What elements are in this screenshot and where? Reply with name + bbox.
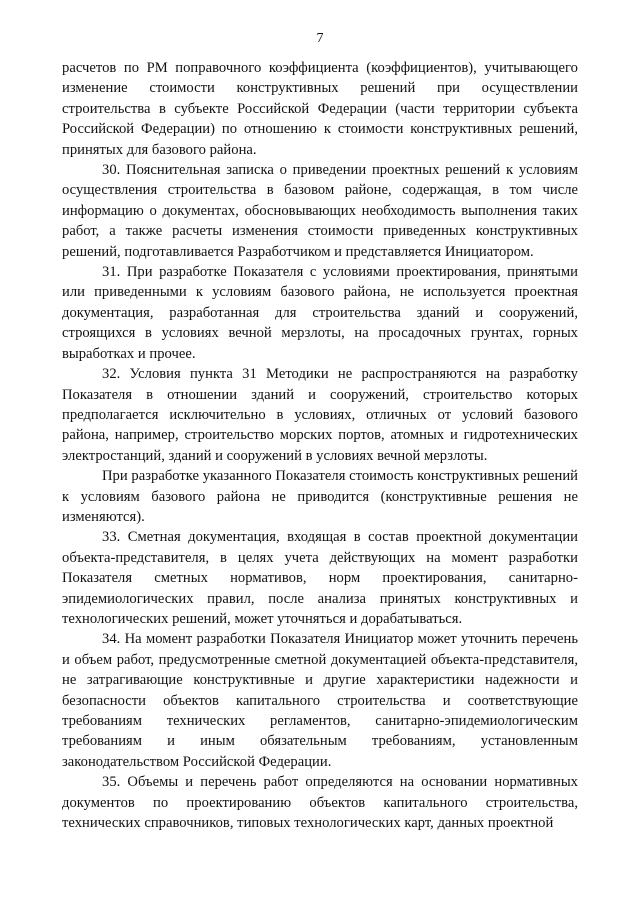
document-body <box>62 58 578 833</box>
paragraph-item-34: 34. На момент разработки Показателя Инициатор может уточнить перечень и объем работ, предусмотренные сметной документацией объекта-представителя, не затрагивающие конструктивные и другие характеристики надежности и безопасности объектов капитального строительства и соответствующие требованиям технических регламентов, санитарно-эпидемиологическим требованиям и иным обязательным требованиям, установленным законодательством Российской Федерации. <box>62 631 578 770</box>
paragraph-continuation: расчетов по РМ поправочного коэффициента (коэффициентов), учитывающего изменение стоимости конструктивных решений при осуществлении строительства в субъекте Российской Федерации (части территории субъекта Российской Федерации) по отношению к стоимости конструктивных решений, принятых для базового района. <box>62 60 578 158</box>
paragraph-item-32-note: При разработке указанного Показателя стоимость конструктивных решений к условиям базового района не приводится (конструктивные решения не изменяются). <box>62 468 578 525</box>
paragraph-item-35: 35. Объемы и перечень работ определяются на основании нормативных документов по проектированию объектов капитального строительства, технических справочников, типовых технологических карт, данных проектной <box>62 774 578 832</box>
page-number: 7 <box>316 31 324 46</box>
paragraph-item-30: 30. Пояснительная записка о приведении проектных решений к условиям осуществления строительства в базовом районе, содержащая, в том числе информацию о документах, обосновывающих необходимость выполнения таких работ, а также расчеты изменения стоимости приведенных конструктивных решений, подготавливается Разработчиком и представляется Инициатором. <box>62 162 578 260</box>
paragraph-item-32: 32. Условия пункта 31 Методики не распространяются на разработку Показателя в отношении зданий и сооружений, строительство которых предполагается исключительно в условиях, отличных от условий базового района, например, строительство морских портов, атомных и гидротехнических электростанций, зданий и сооружений в условиях вечной мерзлоты. <box>62 366 578 464</box>
paragraph-item-33: 33. Сметная документация, входящая в состав проектной документации объекта-представителя, в целях учета действующих на момент разработки Показателя сметных нормативов, норм проектирования, санитарно-эпидемиологических правил, после анализа принятых конструктивных и технологических решений, может уточняться и дорабатываться. <box>62 529 578 627</box>
paragraph-item-31: 31. При разработке Показателя с условиями проектирования, принятыми или приведенными к условиям базового района, не используется проектная документация, разработанная для строительства зданий и сооружений, строящихся в условиях вечной мерзлоты, на просадочных грунтах, горных выработках и прочее. <box>62 264 578 362</box>
